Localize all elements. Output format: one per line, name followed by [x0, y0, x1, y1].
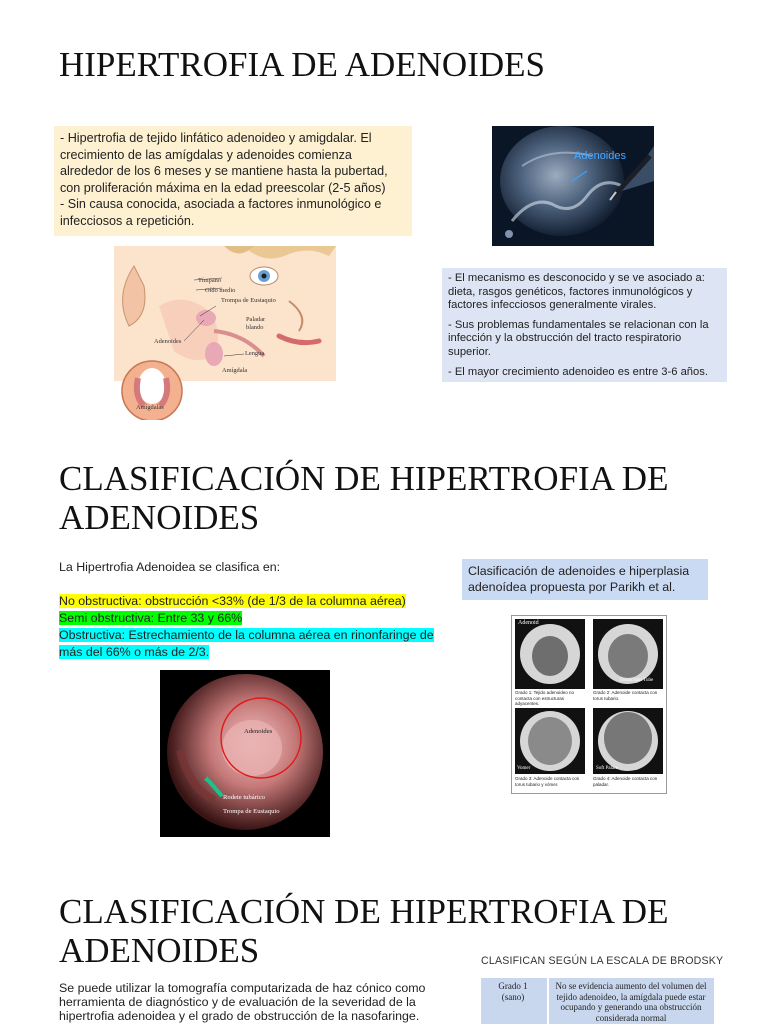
grade-caption-1: Grado 1: Tejido adenoideo no contacta con estructuras adyacentes.	[515, 690, 574, 706]
clasificacion-list	[59, 593, 439, 661]
blue-info-p3: - El mayor crecimiento adenoideo es entre 3-6 años.	[448, 365, 708, 378]
endoscopy-label-rodete: Rodete tubárico	[223, 794, 265, 801]
label-oido-medio: Oído medio	[205, 287, 236, 294]
tomografia-paragraph: Se puede utilizar la tomografía computarizada de haz cónico como herramienta de diagnóstico y de evaluación de la severidad de la hipertrofia adenoidea y el grado de obstrucción de la nasofaringe.	[59, 981, 426, 1023]
endoscopy-image	[160, 670, 330, 837]
semi-obstructiva-text: Semi obstructiva: Entre 33 y 66%	[59, 611, 243, 625]
xray-label: Adenoides	[574, 150, 626, 162]
blue-info-p1: - El mecanismo es desconocido y se ve asociado a: dieta, rasgos genéticos, factores inmunológicos y factores infecciosos generalmente virales.	[448, 272, 705, 312]
section-title-hipertrofia: HIPERTROFIA DE ADENOIDES	[59, 45, 545, 84]
anatomy-face-graphic	[114, 246, 336, 420]
label-lengua: Lengua	[245, 350, 265, 357]
brodsky-grade-sub: (sano)	[501, 991, 525, 1002]
label-amigdala: Amígdala	[222, 367, 248, 374]
brodsky-grade: Grado 1	[498, 981, 528, 991]
clasificacion-intro: La Hipertrofia Adenoidea se clasifica en:	[59, 560, 281, 574]
section-title-clasificacion-2: CLASIFICACIÓN DE HIPERTROFIA DE ADENOIDES	[59, 892, 669, 970]
brodsky-caption: CLASIFICAN SEGÚN LA ESCALA DE BRODSKY	[481, 955, 724, 967]
grade-caption-3: Grado 3: Adenoide contacta con torus tubario y vómer.	[515, 776, 580, 787]
label-trompa: Trompa de Eustaquio	[221, 297, 276, 304]
xray-skull-graphic	[492, 126, 654, 246]
grade-label-vomer: Vomer	[517, 766, 531, 771]
grade-label-soft-palate: Soft Palate	[596, 766, 618, 771]
no-obstructiva-text: No obstructiva: obstrucción <33% (de 1/3 de la columna aérea)	[59, 594, 406, 608]
brodsky-table	[481, 978, 714, 1024]
section-title-clasificacion-1: CLASIFICACIÓN DE HIPERTROFIA DE ADENOIDES	[59, 459, 669, 537]
parikh-grades-figure	[511, 615, 667, 794]
obstructiva-text: Obstructiva: Estrechamiento de la columna aérea en rinonfaringe de más del 66% o más de 2/3.	[59, 628, 434, 659]
label-timpano: Tímpano	[198, 277, 222, 284]
grade-caption-2: Grado 2: Adenoide contacta con torus tubario.	[593, 690, 658, 701]
brodsky-divider	[547, 978, 549, 1024]
anatomy-illustration	[114, 246, 336, 420]
endoscopy-label-adenoides: Adenoides	[244, 728, 273, 735]
parikh-box: Clasificación de adenoides e hiperplasia adenoídea propuesta por Parikh et al.	[462, 559, 708, 600]
grade-label-adenoid: Adenoid	[518, 620, 539, 626]
xray-image	[492, 126, 654, 246]
label-amigdalas: Amígdalas	[136, 404, 164, 411]
yellow-info-p2: - Sin causa conocida, asociada a factores inmunológico e infecciosos a repetición.	[60, 197, 382, 228]
brodsky-grade-cell	[481, 981, 545, 1002]
yellow-info-p1: - Hipertrofia de tejido linfático adenoideo y amigdalar. El crecimiento de las amígdalas y adenoides comienza alrededor de los 6 meses y se mantiene hasta la pubertad, con proliferación máxima en la edad preescolar (2-5 años)	[60, 131, 388, 195]
endoscopy-label-trompa: Trompa de Eustaquio	[223, 808, 280, 815]
yellow-info-box	[54, 126, 412, 236]
label-paladar: Paladar blando	[246, 316, 266, 331]
blue-info-box	[442, 268, 727, 382]
grade-label-eustachian: Eustachian Tube	[620, 678, 654, 683]
blue-info-p2: - Sus problemas fundamentales se relacionan con la infección y la obstrucción del tracto respiratorio superior.	[448, 318, 709, 358]
grade-caption-4: Grado 4: Adenoide contacta con paladar.	[593, 776, 658, 787]
label-adenoides: Adenoides	[154, 338, 182, 345]
brodsky-description: No se evidencia aumento del volumen del tejido adenoideo, la amígdala puede estar ocupando y generando una obstrucción considerada normal	[555, 981, 707, 1023]
